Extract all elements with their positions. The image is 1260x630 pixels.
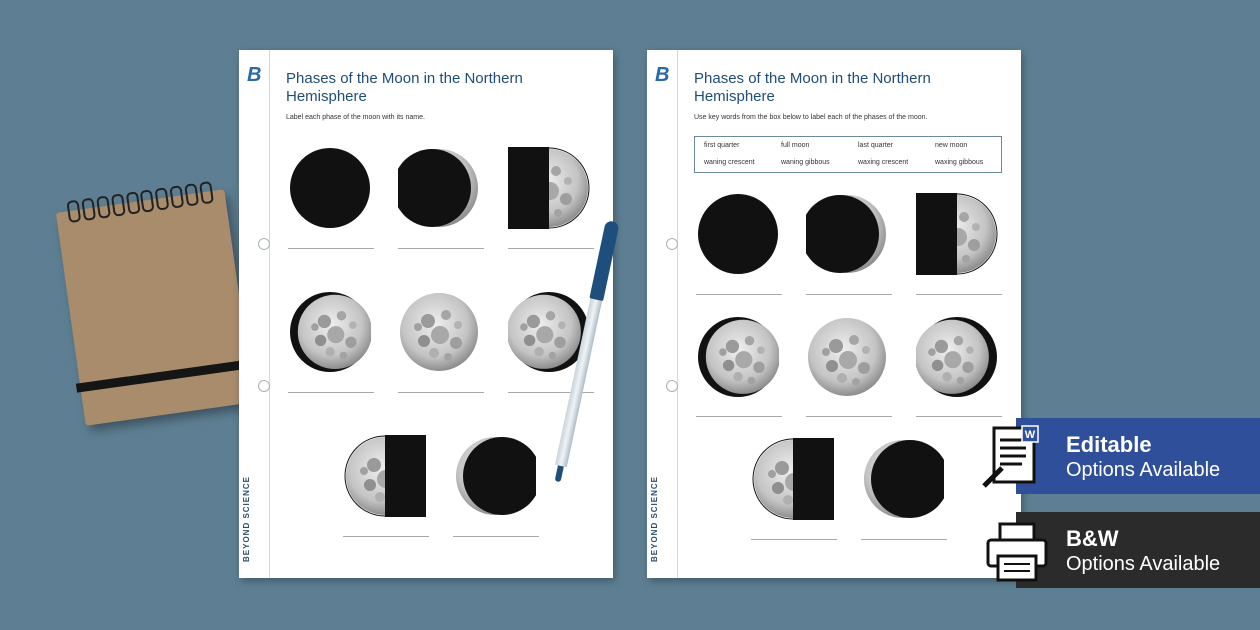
moon-waxing-gibbous xyxy=(289,291,371,373)
bw-badge xyxy=(1016,512,1260,588)
word-bank-item: new moon xyxy=(935,142,968,149)
answer-line xyxy=(916,294,1002,295)
punch-hole xyxy=(258,238,270,250)
word-bank-item: waxing crescent xyxy=(858,159,909,166)
bw-title: B&W xyxy=(1066,526,1119,551)
word-bank-item: waning gibbous xyxy=(781,159,830,166)
moon-first-quarter xyxy=(916,193,998,275)
answer-line xyxy=(806,416,892,417)
printer-icon xyxy=(982,518,1052,584)
answer-line xyxy=(288,248,374,249)
worksheet-instruction: Label each phase of the moon with its name. xyxy=(286,114,425,121)
editable-title: Editable xyxy=(1066,432,1152,457)
worksheet-title: Phases of the Moon in the Northern Hemisphere xyxy=(694,70,931,105)
punch-hole xyxy=(666,238,678,250)
answer-line xyxy=(806,294,892,295)
answer-line xyxy=(508,248,594,249)
worksheet-instruction: Use key words from the box below to label each of the phases of the moon. xyxy=(694,114,928,121)
brand-name: BEYOND SCIENCE xyxy=(242,475,251,562)
punch-hole xyxy=(666,380,678,392)
word-bank-item: last quarter xyxy=(858,142,894,149)
answer-line xyxy=(696,416,782,417)
moon-waxing-crescent xyxy=(806,193,888,275)
answer-line xyxy=(343,536,429,537)
answer-line xyxy=(916,416,1002,417)
answer-line xyxy=(398,248,484,249)
moon-full xyxy=(806,316,888,398)
answer-line xyxy=(288,392,374,393)
notebook-band xyxy=(76,359,254,393)
moon-new xyxy=(289,147,371,229)
answer-line xyxy=(453,536,539,537)
punch-hole xyxy=(258,380,270,392)
moon-waning-crescent xyxy=(454,435,536,517)
answer-line xyxy=(398,392,484,393)
moon-waxing-gibbous xyxy=(697,316,779,398)
editable-badge xyxy=(1016,418,1260,494)
moon-first-quarter xyxy=(508,147,590,229)
notebook-spiral xyxy=(66,181,213,221)
moon-waxing-crescent xyxy=(398,147,480,229)
worksheet-right xyxy=(647,50,1021,578)
answer-line xyxy=(861,539,947,540)
answer-line xyxy=(696,294,782,295)
moon-new xyxy=(697,193,779,275)
moon-full xyxy=(398,291,480,373)
worksheet-title: Phases of the Moon in the Northern Hemisphere xyxy=(286,70,523,105)
word-bank-item: waning crescent xyxy=(704,159,755,166)
answer-line xyxy=(751,539,837,540)
word-bank-item: first quarter xyxy=(704,142,740,149)
word-document-icon xyxy=(982,424,1052,490)
word-icon-letter: W xyxy=(1024,429,1036,441)
brand-logo: B xyxy=(247,64,262,86)
bw-subtitle: Options Available xyxy=(1066,553,1221,575)
notebook-illustration xyxy=(56,189,254,426)
moon-waning-crescent xyxy=(862,438,944,520)
word-bank-item: waxing gibbous xyxy=(935,159,984,166)
editable-subtitle: Options Available xyxy=(1066,459,1221,481)
word-bank xyxy=(694,136,1002,173)
brand-name: BEYOND SCIENCE xyxy=(650,475,659,562)
moon-waning-gibbous xyxy=(916,316,998,398)
word-bank-item: full moon xyxy=(781,142,810,149)
brand-logo: B xyxy=(655,64,670,86)
moon-last-quarter xyxy=(752,438,834,520)
moon-last-quarter xyxy=(344,435,426,517)
worksheet-left xyxy=(239,50,613,578)
